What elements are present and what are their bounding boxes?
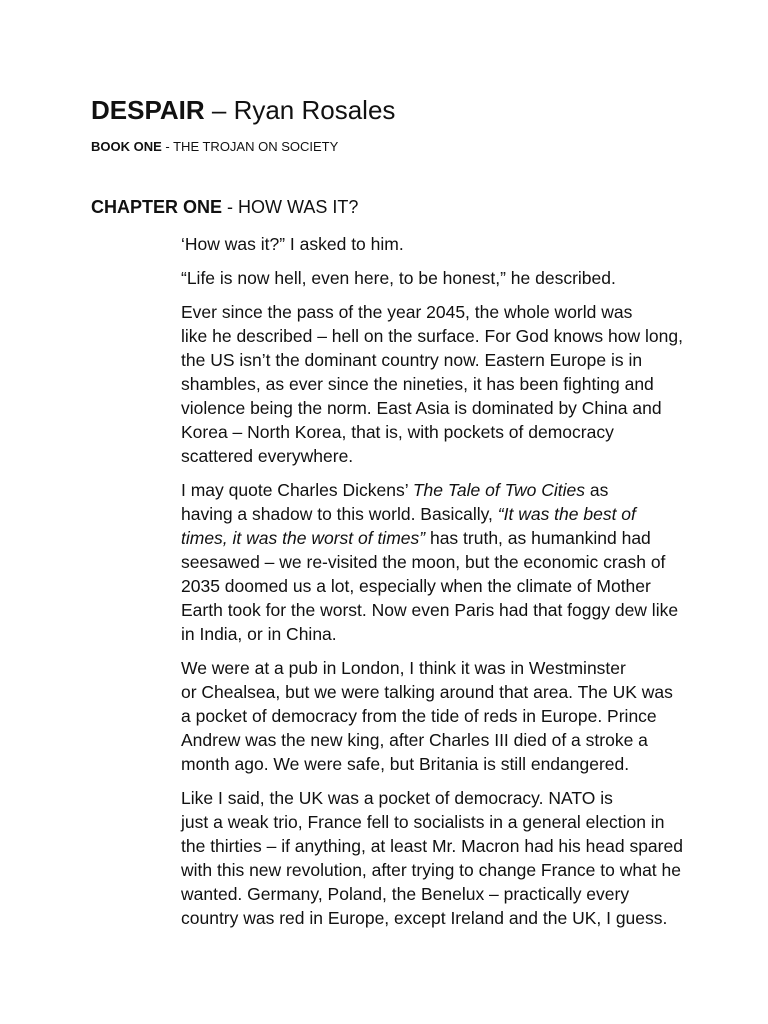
paragraph-line: Like I said, the UK was a pocket of democracy. NATO is <box>181 788 613 808</box>
paragraph-line: scattered everywhere. <box>181 446 354 466</box>
paragraph-line <box>136 502 676 526</box>
paragraph-line: shambles, as ever since the nineties, it has been fighting and <box>181 374 654 394</box>
text-segment: has truth, as humankind had <box>425 528 651 548</box>
paragraph-line <box>136 478 676 502</box>
text-segment: having a shadow to this world. Basically, <box>181 504 498 524</box>
text-segment: as <box>584 480 609 500</box>
paragraph-line: just a weak trio, France fell to socialists in a general election in <box>181 812 665 832</box>
paragraph-1 <box>136 232 676 256</box>
paragraph-line: or Chealsea, but we were talking around that area. The UK was <box>181 682 673 702</box>
paragraph-3 <box>136 300 683 468</box>
paragraph-line: We were at a pub in London, I think it was in Westminster <box>181 658 626 678</box>
paragraph-line: violence being the norm. East Asia is dominated by China and <box>181 398 662 418</box>
paragraph-line: month ago. We were safe, but Britania is still endangered. <box>181 754 630 774</box>
paragraph-line: Korea – North Korea, that is, with pockets of democracy <box>181 422 614 442</box>
paragraph-line: 2035 doomed us a lot, especially when the climate of Mother <box>181 576 651 596</box>
paragraph-line: country was red in Europe, except Ireland and the UK, I guess. <box>181 908 668 928</box>
paragraph-line: with this new revolution, after trying to change France to what he <box>181 860 681 880</box>
body-text <box>136 232 683 940</box>
book-title-reference: The Tale of Two Cities <box>412 480 585 500</box>
paragraph-line: a pocket of democracy from the tide of reds in Europe. Prince <box>181 706 657 726</box>
book-label: BOOK ONE <box>91 139 162 154</box>
text-segment: I may quote Charles Dickens’ <box>181 480 413 500</box>
paragraph-line: seesawed – we re-visited the moon, but the economic crash of <box>181 552 666 572</box>
paragraph-line: “Life is now hell, even here, to be honest,” he described. <box>181 268 616 288</box>
title-main: DESPAIR <box>91 95 205 125</box>
paragraph-line: in India, or in China. <box>181 624 337 644</box>
paragraph-line: the US isn’t the dominant country now. Eastern Europe is in <box>181 350 643 370</box>
chapter-heading <box>91 196 358 218</box>
book-subtitle: - THE TROJAN ON SOCIETY <box>161 139 339 154</box>
quote-segment: times, it was the worst of times” <box>181 528 426 548</box>
paragraph-5 <box>136 656 676 776</box>
paragraph-line: Andrew was the new king, after Charles III died of a stroke a <box>181 730 648 750</box>
paragraph-line: wanted. Germany, Poland, the Benelux – practically every <box>181 884 630 904</box>
paragraph-6 <box>136 786 683 930</box>
paragraph-line: Earth took for the worst. Now even Paris had that foggy dew like <box>181 600 679 620</box>
chapter-label: CHAPTER ONE <box>91 197 223 217</box>
document-title <box>91 94 395 126</box>
paragraph-2 <box>136 266 676 290</box>
title-author: – Ryan Rosales <box>204 95 396 125</box>
paragraph-line: Ever since the pass of the year 2045, the whole world was <box>181 302 633 322</box>
paragraph-line <box>136 526 676 550</box>
quote-segment: “It was the best of <box>497 504 636 524</box>
paragraph-line: the thirties – if anything, at least Mr. Macron had his head spared <box>181 836 683 856</box>
paragraph-4 <box>136 478 679 646</box>
chapter-subtitle: - HOW WAS IT? <box>222 197 359 217</box>
paragraph-line: ‘How was it?” I asked to him. <box>181 234 404 254</box>
book-heading <box>91 139 338 155</box>
paragraph-line: like he described – hell on the surface. For God knows how long, <box>181 326 683 346</box>
